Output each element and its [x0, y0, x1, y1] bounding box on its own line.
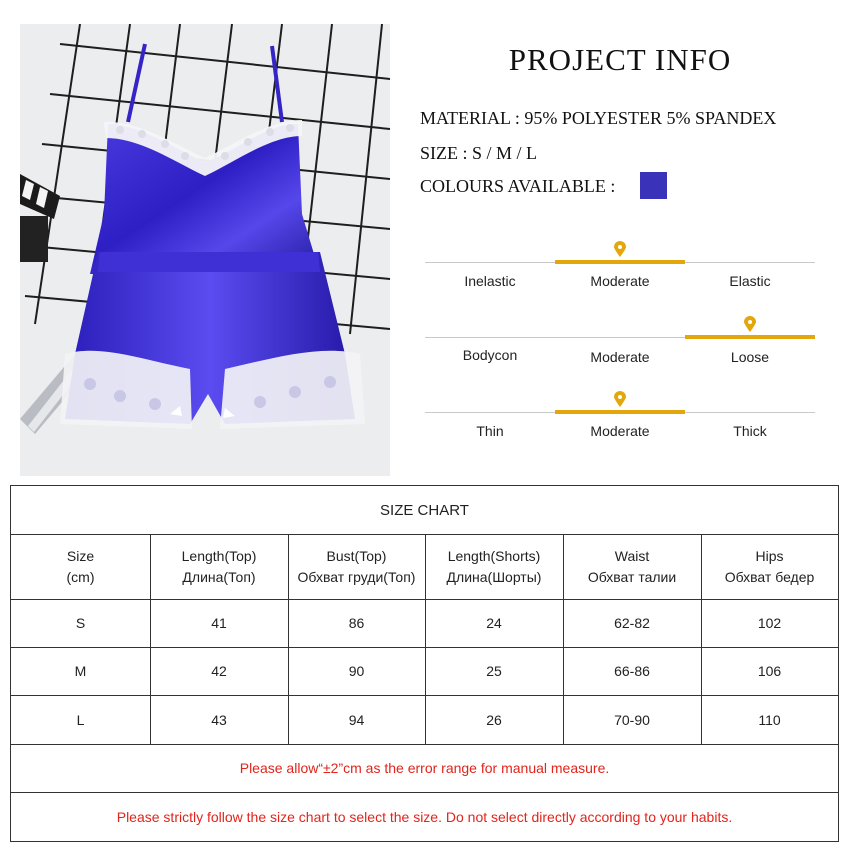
header-length-shorts-en: Length(Shorts) [447, 548, 541, 564]
fit-scale-label-bodycon: Bodycon [462, 347, 518, 363]
table-cell: 90 [348, 663, 365, 679]
table-cell: L [76, 711, 85, 728]
table-cell: 24 [486, 615, 502, 631]
header-hips-en: Hips [755, 548, 784, 564]
header-cell-length-shorts [425, 535, 563, 599]
table-cell: M [74, 663, 87, 679]
table-cell: 86 [348, 615, 365, 631]
stretch-scale-label-inelastic: Inelastic [464, 273, 516, 289]
thickness-scale-label-thin: Thin [476, 423, 504, 439]
header-hips-ru: Обхват бедер [724, 569, 815, 585]
table-cell: 66-86 [614, 663, 650, 679]
table-cell: 43 [211, 711, 227, 728]
stretch-scale-pin-icon [614, 241, 626, 257]
product-photo [20, 24, 390, 476]
divider [563, 535, 564, 744]
stretch-scale-label-elastic: Elastic [729, 273, 771, 289]
table-cell: 25 [486, 663, 502, 679]
thickness-scale-pin-icon [614, 391, 626, 407]
header-cell-hips [701, 535, 838, 599]
size-chart-title: SIZE CHART [380, 501, 469, 519]
divider [701, 535, 702, 744]
header-size-en: Size [66, 548, 95, 564]
header-bust-top-en: Bust(Top) [326, 548, 387, 564]
table-cell: 42 [211, 663, 227, 679]
header-cell-length-top [150, 535, 288, 599]
table-cell: S [75, 615, 86, 631]
divider [425, 535, 426, 744]
fit-scale-label-loose: Loose [730, 349, 770, 365]
table-cell: 62-82 [614, 615, 650, 631]
header-length-shorts-ru: Длина(Шорты) [446, 569, 542, 585]
table-cell: 94 [348, 711, 365, 728]
follow-size-chart-note: Please strictly follow the size chart to select the size. Do not select directly according to your habits. [116, 808, 733, 825]
header-cell-waist [563, 535, 701, 599]
header-length-top-ru: Длина(Топ) [182, 569, 256, 585]
table-cell: 106 [757, 663, 782, 679]
thickness-scale-label-thick: Thick [733, 423, 767, 439]
header-bust-top-ru: Обхват груди(Топ) [297, 569, 416, 585]
header-cell-size [11, 535, 150, 599]
thickness-scale-label-moderate: Moderate [590, 423, 650, 439]
project-info-title: PROJECT INFO [508, 42, 732, 77]
fit-scale-pin-icon [744, 316, 756, 332]
thickness-scale-selected-bar [555, 410, 685, 414]
size-chart-table [10, 485, 839, 842]
header-waist-en: Waist [614, 548, 650, 564]
table-cell: 110 [758, 711, 781, 728]
table-cell: 102 [757, 615, 782, 631]
header-size-unit: (cm) [66, 569, 95, 585]
stretch-scale-selected-bar [555, 260, 685, 264]
table-cell: 26 [486, 711, 502, 728]
colours-label: COLOURS AVAILABLE : [420, 176, 616, 196]
material-text: MATERIAL : 95% POLYESTER 5% SPANDEX [420, 108, 777, 128]
table-cell: 70-90 [614, 711, 650, 728]
divider [150, 535, 151, 744]
stretch-scale-label-moderate: Moderate [590, 273, 650, 289]
colour-swatch-blue [640, 172, 667, 199]
header-waist-ru: Обхват талии [587, 569, 677, 585]
error-range-note: Please allow“±2”cm as the error range for manual measure. [239, 760, 610, 776]
header-cell-bust-top [288, 535, 425, 599]
size-text: SIZE : S / M / L [420, 143, 538, 163]
header-length-top-en: Length(Top) [181, 548, 257, 564]
divider [288, 535, 289, 744]
table-cell: 41 [211, 615, 227, 631]
fit-scale-label-moderate: Moderate [590, 349, 650, 365]
fit-scale-selected-bar [685, 335, 815, 339]
